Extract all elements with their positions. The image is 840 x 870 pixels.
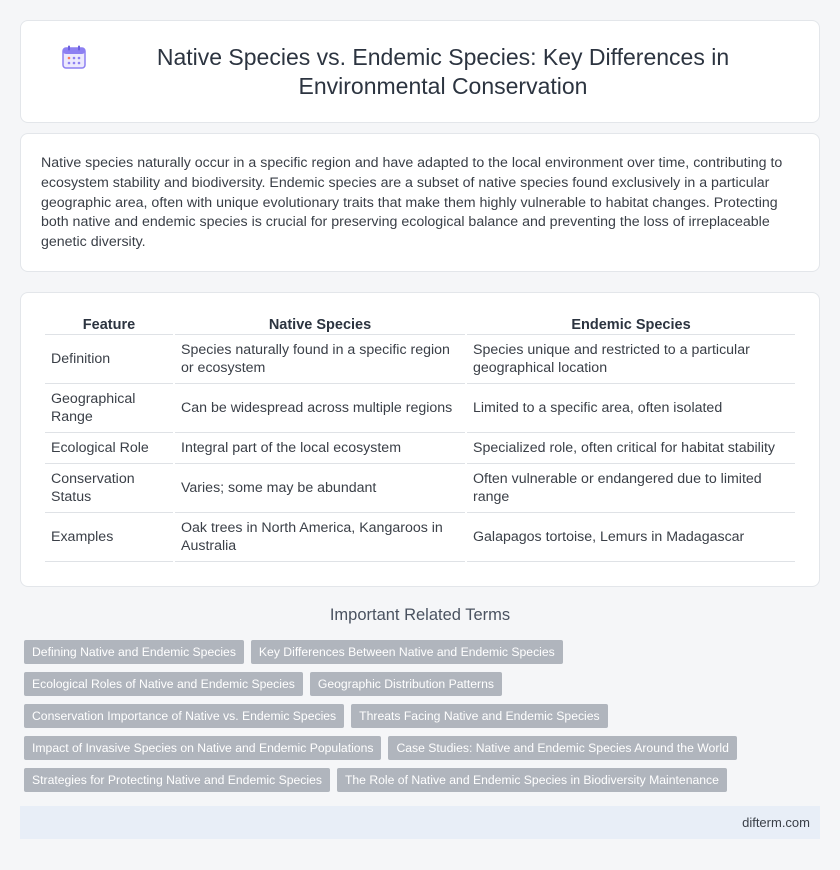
related-term-tag[interactable]: Strategies for Protecting Native and Endemic Species — [24, 768, 330, 792]
intro-paragraph: Native species naturally occur in a specific region and have adapted to the local environment over time, contributing to ecosystem stability and biodiversity. Endemic species are a subset of native species found exclusively in a particular geographic area, often with unique evolutionary traits that make them highly vulnerable to habitat changes. Protecting both native and endemic species is crucial for preserving ecological balance and preventing the loss of irreplaceable genetic diversity. — [41, 155, 783, 251]
footer — [20, 806, 820, 839]
related-term-tag[interactable]: Key Differences Between Native and Endemic Species — [251, 640, 563, 664]
footer-site-link[interactable]: difterm.com — [742, 815, 810, 830]
related-term-tag[interactable]: The Role of Native and Endemic Species in Biodiversity Maintenance — [337, 768, 727, 792]
table-row — [45, 513, 795, 562]
calendar-icon — [61, 44, 87, 70]
table-cell-endemic: Limited to a specific area, often isolated — [467, 384, 795, 433]
related-term-tag[interactable]: Case Studies: Native and Endemic Species Around the World — [388, 736, 736, 760]
table-row — [45, 433, 795, 464]
comparison-table — [43, 313, 797, 562]
related-term-tag[interactable]: Conservation Importance of Native vs. Endemic Species — [24, 704, 344, 728]
table-cell-endemic: Often vulnerable or endangered due to limited range — [467, 464, 795, 513]
table-cell-endemic: Species unique and restricted to a particular geographical location — [467, 335, 795, 384]
table-cell-feature: Examples — [45, 513, 173, 562]
related-terms-title: Important Related Terms — [329, 606, 511, 624]
table-row — [45, 464, 795, 513]
related-term-tag[interactable]: Ecological Roles of Native and Endemic Species — [24, 672, 303, 696]
table-cell-feature: Definition — [45, 335, 173, 384]
related-term-tag[interactable]: Geographic Distribution Patterns — [310, 672, 502, 696]
related-term-tag[interactable]: Threats Facing Native and Endemic Species — [351, 704, 607, 728]
table-cell-native: Integral part of the local ecosystem — [175, 433, 465, 464]
table-header-row — [45, 313, 795, 335]
intro-card — [20, 133, 820, 272]
table-cell-native: Species naturally found in a specific region or ecosystem — [175, 335, 465, 384]
related-terms-list — [24, 640, 824, 800]
header-endemic: Endemic Species — [467, 313, 795, 335]
table-row — [45, 335, 795, 384]
table-row — [45, 384, 795, 433]
table-cell-native: Varies; some may be abundant — [175, 464, 465, 513]
page-title: Native Species vs. Endemic Species: Key Differences in Environmental Conservation — [156, 43, 730, 99]
table-cell-feature: Geographical Range — [45, 384, 173, 433]
table-cell-endemic: Galapagos tortoise, Lemurs in Madagascar — [467, 513, 795, 562]
comparison-table-card — [20, 292, 820, 587]
table-cell-feature: Conservation Status — [45, 464, 173, 513]
related-term-tag[interactable]: Impact of Invasive Species on Native and Endemic Populations — [24, 736, 381, 760]
header-feature: Feature — [45, 313, 173, 335]
table-cell-native: Can be widespread across multiple regions — [175, 384, 465, 433]
header-card — [20, 20, 820, 123]
table-cell-endemic: Specialized role, often critical for habitat stability — [467, 433, 795, 464]
header-native: Native Species — [175, 313, 465, 335]
table-cell-feature: Ecological Role — [45, 433, 173, 464]
table-cell-native: Oak trees in North America, Kangaroos in Australia — [175, 513, 465, 562]
related-term-tag[interactable]: Defining Native and Endemic Species — [24, 640, 244, 664]
